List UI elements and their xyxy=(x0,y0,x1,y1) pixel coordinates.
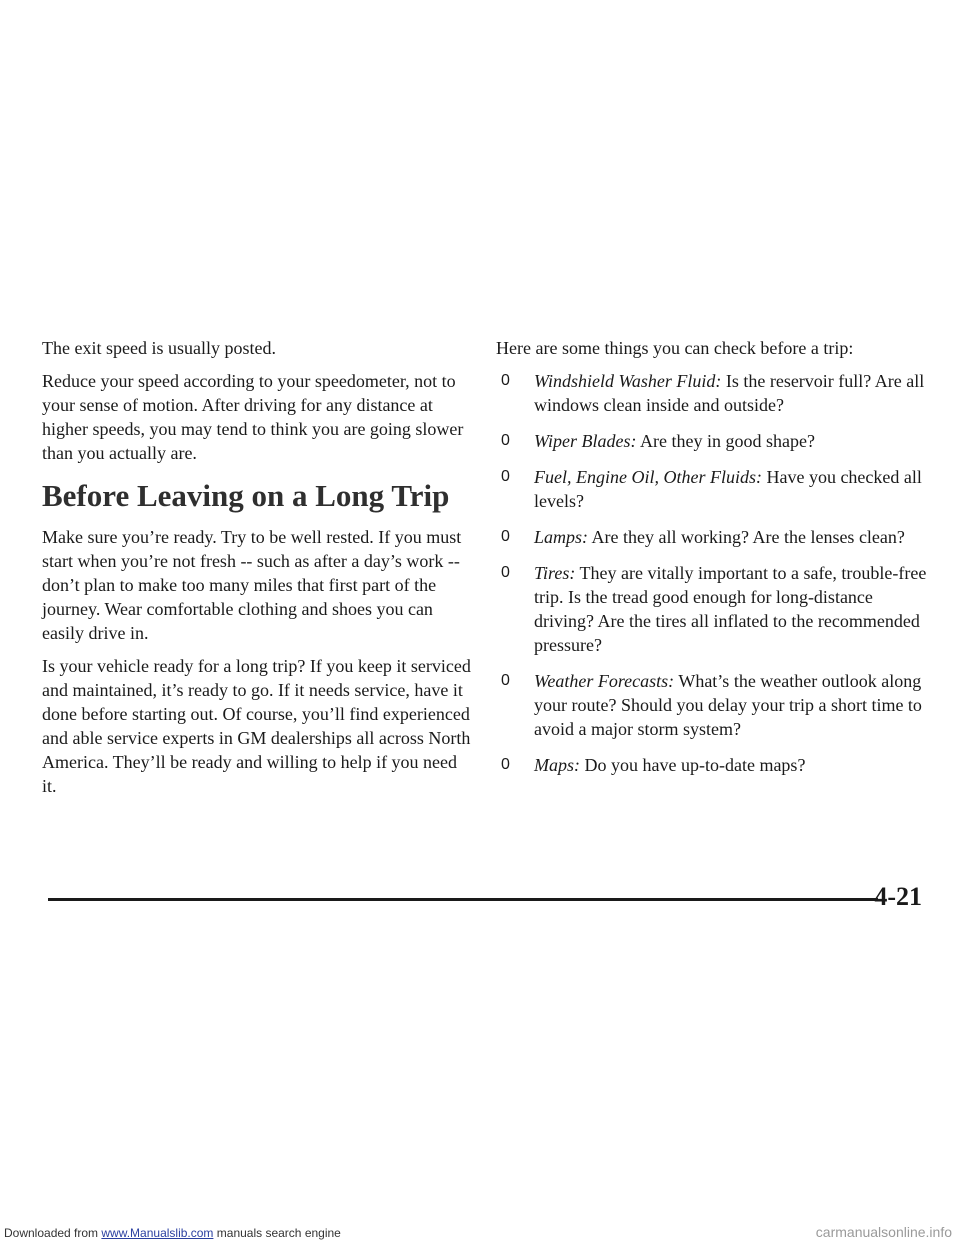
item-text: They are vitally important to a safe, trouble-free trip. Is the tread good enough for long-distance driving? Are the tires all inflated to the recommended pressure? xyxy=(534,563,927,655)
item-text: Do you have up-to-date maps? xyxy=(580,755,806,775)
item-topic: Wiper Blades: xyxy=(534,431,637,451)
item-text: What’s the weather outlook along your route? Should you delay your trip a short time to avoid a major storm system? xyxy=(534,671,922,739)
item-topic: Weather Forecasts: xyxy=(534,671,675,691)
list-item xyxy=(496,429,936,453)
download-footer xyxy=(4,1226,341,1240)
checklist-intro: Here are some things you can check before a trip: xyxy=(496,338,854,358)
right-column xyxy=(496,336,936,789)
manualslib-link[interactable]: www.Manualslib.com xyxy=(101,1226,214,1240)
bullet-icon: 0 xyxy=(501,468,510,485)
item-text: Have you checked all levels? xyxy=(534,467,922,511)
list-item xyxy=(496,561,936,657)
vehicle-ready-paragraph: Is your vehicle ready for a long trip? If you keep it serviced and maintained, it’s ready to go. If it needs service, have it done before starting out. Of course, you’ll find experienced and able service experts in GM dealerships all across North America. They’ll be ready and willing to help if you need it. xyxy=(42,656,471,796)
list-item xyxy=(496,753,936,777)
item-topic: Fuel, Engine Oil, Other Fluids: xyxy=(534,467,762,487)
list-item xyxy=(496,465,936,513)
item-topic: Tires: xyxy=(534,563,576,583)
trip-checklist xyxy=(496,369,936,777)
item-text: Are they all working? Are the lenses clean? xyxy=(588,527,905,547)
left-column xyxy=(42,336,474,807)
watermark-text: carmanualsonline.info xyxy=(815,1224,952,1240)
footer-rule xyxy=(48,898,878,901)
footer-suffix: manuals search engine xyxy=(213,1226,341,1240)
bullet-icon: 0 xyxy=(501,672,510,689)
page-number: 4-21 xyxy=(874,882,922,911)
exit-speed-paragraph: The exit speed is usually posted. xyxy=(42,338,276,358)
item-topic: Windshield Washer Fluid: xyxy=(534,371,722,391)
bullet-icon: 0 xyxy=(501,756,510,773)
item-topic: Lamps: xyxy=(534,527,589,547)
list-item xyxy=(496,525,936,549)
list-item xyxy=(496,669,936,741)
bullet-icon: 0 xyxy=(501,432,510,449)
item-topic: Maps: xyxy=(534,755,580,775)
be-ready-paragraph: Make sure you’re ready. Try to be well rested. If you must start when you’re not fresh -- such as after a day’s work -- don’t plan to make too many miles that first part of the journey. Wear comfortable clothing and shoes you can easily drive in. xyxy=(42,527,462,643)
footer-prefix: Downloaded from xyxy=(4,1226,102,1240)
section-heading: Before Leaving on a Long Trip xyxy=(42,478,450,513)
bullet-icon: 0 xyxy=(501,564,510,581)
list-item xyxy=(496,369,936,417)
item-text: Are they in good shape? xyxy=(636,431,815,451)
bullet-icon: 0 xyxy=(501,372,510,389)
bullet-icon: 0 xyxy=(501,528,510,545)
reduce-speed-paragraph: Reduce your speed according to your speedometer, not to your sense of motion. After driving for any distance at higher speeds, you may tend to think you are going slower than you actually are. xyxy=(42,371,464,463)
item-text: Is the reservoir full? Are all windows clean inside and outside? xyxy=(534,371,925,415)
